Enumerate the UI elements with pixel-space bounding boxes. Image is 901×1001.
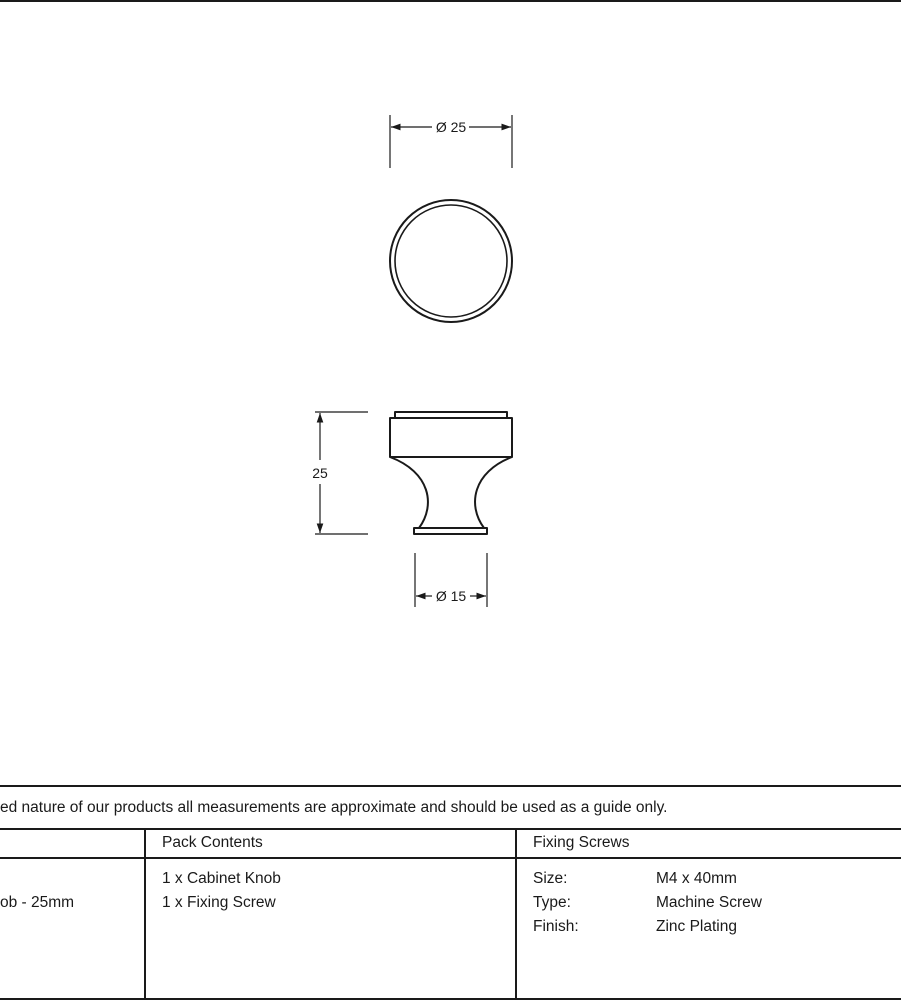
screw-finish-label: Finish: bbox=[533, 918, 579, 935]
screw-type-label: Type: bbox=[533, 894, 571, 911]
base-diameter-label: Ø 15 bbox=[435, 588, 467, 604]
pack-item: 1 x Fixing Screw bbox=[162, 894, 276, 911]
base-diameter-dimension bbox=[415, 553, 487, 607]
fixing-screws-header: Fixing Screws bbox=[533, 834, 630, 851]
pack-item: 1 x Cabinet Knob bbox=[162, 870, 281, 887]
top-view bbox=[390, 200, 512, 322]
top-diameter-dimension bbox=[390, 115, 512, 168]
height-label: 25 bbox=[312, 465, 328, 481]
knob-outer-circle bbox=[390, 200, 512, 322]
knob-base bbox=[414, 528, 487, 534]
top-diameter-label: Ø 25 bbox=[435, 119, 467, 135]
screw-size-label: Size: bbox=[533, 870, 568, 887]
knob-cap bbox=[390, 418, 512, 457]
knob-inner-circle bbox=[395, 205, 507, 317]
side-view bbox=[390, 412, 512, 534]
height-dimension bbox=[312, 412, 368, 534]
screw-finish-value: Zinc Plating bbox=[656, 918, 737, 935]
pack-contents-header: Pack Contents bbox=[162, 834, 263, 851]
knob-neck bbox=[390, 457, 512, 528]
screw-size-value: M4 x 40mm bbox=[656, 870, 737, 887]
screw-type-value: Machine Screw bbox=[656, 894, 762, 911]
disclaimer-text: ed nature of our products all measurements are approximate and should be used as a guide only. bbox=[0, 799, 668, 816]
product-name: ob - 25mm bbox=[0, 894, 75, 911]
